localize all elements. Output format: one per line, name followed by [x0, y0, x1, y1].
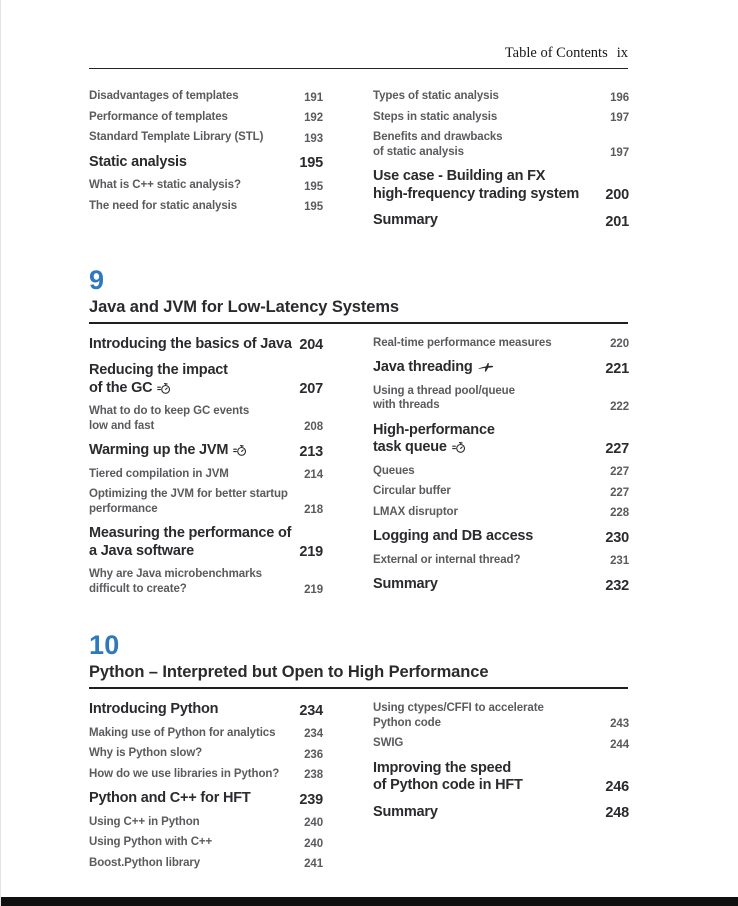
toc-entry — [89, 110, 323, 125]
toc-entry-title — [373, 130, 604, 159]
toc-columns — [89, 701, 628, 876]
entry-title-text: task queue — [373, 439, 447, 455]
entry-title-line — [89, 746, 298, 761]
entry-title-text: with threads — [373, 399, 440, 411]
toc-entry-title — [89, 130, 298, 145]
toc-entry — [373, 130, 629, 159]
entry-title-line — [373, 398, 604, 413]
toc-entry-page: 196 — [610, 91, 629, 104]
toc-entry — [89, 790, 323, 808]
toc-entry-page: 221 — [605, 360, 629, 377]
toc-entry — [373, 422, 629, 457]
toc-entry-title — [373, 804, 599, 822]
entry-title-line — [89, 726, 298, 741]
toc-entry-page: 231 — [610, 555, 629, 567]
toc-entry-title — [89, 442, 293, 460]
toc-entry-title — [373, 701, 604, 730]
entry-title-line — [89, 419, 298, 434]
entry-title-line — [89, 767, 298, 782]
entry-title-text: Types of static analysis — [373, 90, 499, 102]
entry-title-line — [89, 89, 298, 104]
toc-entry — [373, 701, 629, 730]
toc-entry-title — [373, 484, 604, 499]
entry-title-line — [89, 404, 298, 419]
entry-title-text: performance — [89, 502, 158, 515]
toc-entry-title — [373, 553, 604, 568]
entry-title-line — [89, 362, 293, 380]
toc-entry — [89, 89, 323, 104]
toc-entry — [89, 487, 323, 516]
toc-entry-title — [373, 359, 599, 377]
toc-entry-title — [89, 815, 298, 830]
toc-entry-page: 227 — [605, 440, 629, 457]
toc-entry-page: 228 — [610, 507, 629, 519]
entry-title-text: Optimizing the JVM for better startup — [89, 488, 288, 500]
chapter-rule — [89, 687, 628, 689]
toc-entry-page: 222 — [610, 400, 629, 413]
toc-entry-page: 195 — [304, 201, 323, 213]
entry-title-line — [373, 528, 599, 546]
toc-entry — [89, 835, 323, 850]
toc-entry-page: 230 — [605, 529, 629, 546]
entry-title-text: Summary — [373, 212, 438, 228]
entry-title-line — [373, 777, 599, 795]
toc-entry-page: 200 — [605, 187, 629, 203]
toc-entry-title — [373, 422, 599, 457]
entry-title-text: Warming up the JVM — [89, 442, 229, 458]
toc-entry-page: 208 — [304, 421, 323, 433]
toc-entry-page: 227 — [610, 486, 629, 499]
entry-title-text: Making use of Python for analytics — [89, 726, 276, 739]
entry-title-line — [373, 422, 599, 440]
entry-title-line — [89, 701, 293, 719]
chapter-number: 9 — [89, 264, 105, 295]
entry-title-line — [89, 567, 298, 582]
entry-title-line — [89, 130, 298, 145]
toc-entry-page: 192 — [304, 112, 323, 124]
entry-title-line — [373, 145, 604, 160]
toc-entry-title — [89, 336, 293, 354]
entry-title-text: Steps in static analysis — [373, 110, 498, 123]
entry-title-text: difficult to create? — [89, 582, 187, 595]
toc-entry-page: 195 — [304, 180, 323, 193]
toc-entry — [373, 528, 629, 546]
entry-title-line — [373, 736, 604, 751]
entry-title-text: Reducing the impact — [89, 362, 228, 378]
toc-entry — [373, 384, 629, 413]
entry-title-line — [89, 502, 298, 517]
toc-entry-title — [373, 110, 604, 125]
entry-title-line — [373, 804, 599, 822]
toc-entry — [89, 442, 323, 460]
toc-entry — [89, 726, 323, 741]
entry-title-text: Using ctypes/CFFI to accelerate — [373, 702, 544, 714]
toc-entry-title — [373, 168, 599, 203]
entry-title-text: high-frequency trading system — [373, 185, 580, 202]
stopwatch-icon — [452, 441, 466, 454]
toc-entry-page: 195 — [299, 155, 323, 171]
toc-entry-page: 201 — [605, 213, 629, 230]
entry-title-line — [89, 487, 298, 502]
entry-title-text: What to do to keep GC events — [89, 405, 250, 417]
toc-entry-title — [89, 726, 298, 741]
entry-title-text: Python and C++ for HFT — [89, 790, 251, 806]
entry-title-text: a Java software — [89, 542, 195, 559]
entry-title-text: What is C++ static analysis? — [89, 179, 241, 191]
entry-title-text: The need for static analysis — [89, 199, 238, 212]
toc-entry — [373, 553, 629, 568]
toc-entry-page: 213 — [299, 443, 323, 460]
entry-title-text: Performance of templates — [89, 110, 228, 123]
toc-entry-page: 207 — [299, 381, 323, 397]
toc-entry — [373, 484, 629, 499]
toc-entry-page: 243 — [610, 718, 629, 730]
entry-title-line — [89, 815, 298, 830]
toc-section — [89, 265, 628, 603]
entry-title-line — [89, 543, 293, 561]
toc-entry-page: 244 — [610, 738, 629, 751]
entry-title-text: High-performance — [373, 421, 495, 438]
toc-entry — [89, 336, 323, 354]
toc-section — [89, 89, 628, 237]
entry-title-line — [373, 484, 604, 499]
chapter-rule — [89, 322, 628, 324]
toc-entry — [89, 567, 323, 596]
toc-entry-page: 239 — [299, 791, 323, 808]
entry-title-line — [89, 380, 293, 398]
toc-entry-page: 241 — [304, 858, 323, 870]
toc-column-right — [373, 336, 629, 601]
toc-entry-page: 248 — [605, 805, 629, 821]
entry-title-text: How do we use libraries in Python? — [89, 767, 280, 780]
entry-title-line — [89, 178, 298, 193]
toc-entry-title — [89, 89, 298, 104]
toc-column-left — [89, 701, 323, 876]
entry-title-line — [373, 464, 604, 479]
toc-entry-page: 238 — [304, 769, 323, 781]
toc-entry-title — [89, 701, 293, 719]
stopwatch-icon — [157, 382, 171, 395]
toc-entry-title — [373, 212, 599, 230]
toc-entry — [373, 505, 629, 520]
entry-title-line — [89, 856, 298, 871]
page-header — [1, 0, 738, 62]
toc-entry-title — [373, 336, 604, 351]
entry-title-text: Circular buffer — [373, 485, 451, 497]
toc-columns — [89, 89, 628, 237]
entry-title-line — [89, 525, 293, 543]
entry-title-line — [373, 716, 604, 731]
toc-entry — [373, 110, 629, 125]
entry-title-text: Standard Template Library (STL) — [89, 131, 264, 143]
toc-content — [1, 69, 738, 876]
toc-columns — [89, 336, 628, 603]
toc-entry-title — [89, 746, 298, 761]
entry-title-text: Using C++ in Python — [89, 815, 200, 828]
entry-title-line — [373, 130, 604, 145]
bottom-bar — [1, 897, 738, 906]
entry-title-text: Why is Python slow? — [89, 747, 203, 759]
toc-entry-title — [373, 528, 599, 546]
entry-title-text: Real-time performance measures — [373, 336, 552, 349]
toc-entry-title — [373, 760, 599, 795]
entry-title-text: Summary — [373, 803, 438, 820]
entry-title-line — [373, 359, 599, 377]
toc-entry-title — [89, 835, 298, 850]
entry-title-text: Why are Java microbenchmarks — [89, 568, 262, 580]
toc-entry-page: 191 — [304, 91, 323, 104]
toc-entry — [89, 467, 323, 482]
toc-entry-page: 227 — [610, 466, 629, 478]
entry-title-text: LMAX disruptor — [373, 505, 458, 518]
entry-title-line — [89, 336, 293, 354]
entry-title-text: of static analysis — [373, 145, 464, 158]
toc-entry — [89, 130, 323, 145]
entry-title-line — [89, 154, 293, 172]
entry-title-line — [89, 790, 293, 808]
entry-title-line — [89, 442, 293, 460]
toc-entry-page: 214 — [304, 469, 323, 481]
toc-entry-title — [373, 505, 604, 520]
toc-entry-page: 236 — [304, 748, 323, 761]
toc-entry-title — [89, 178, 298, 193]
toc-entry-page: 197 — [610, 147, 629, 159]
chapter-title: Java and JVM for Low-Latency Systems — [89, 297, 400, 316]
entry-title-text: Measuring the performance of — [89, 525, 292, 541]
running-head-title: Table of Contents — [504, 45, 608, 61]
toc-column-right — [373, 701, 629, 828]
toc-entry — [373, 760, 629, 795]
chapter-title: Python – Interpreted but Open to High Performance — [89, 663, 489, 681]
toc-entry-title — [89, 154, 293, 172]
entry-title-line — [373, 760, 599, 778]
toc-entry-page: 234 — [299, 702, 323, 719]
entry-title-text: Java threading — [373, 359, 473, 375]
toc-entry-page: 218 — [304, 504, 323, 516]
entry-title-line — [89, 835, 298, 850]
chapter-number: 10 — [89, 630, 120, 660]
toc-entry-title — [89, 767, 298, 782]
entry-title-line — [373, 168, 599, 186]
entry-title-line — [373, 89, 604, 104]
toc-column-left — [89, 89, 323, 219]
toc-entry — [373, 464, 629, 479]
entry-title-line — [89, 582, 298, 597]
entry-title-text: Disadvantages of templates — [89, 90, 239, 102]
toc-entry — [89, 767, 323, 782]
toc-entry-title — [89, 856, 298, 871]
toc-entry-title — [373, 89, 604, 104]
entry-title-line — [373, 110, 604, 125]
entry-title-text: Introducing Python — [89, 701, 219, 717]
entry-title-text: External or internal thread? — [373, 553, 521, 566]
entry-title-text: of Python code in HFT — [373, 777, 523, 793]
toc-entry-page: 234 — [304, 728, 323, 740]
entry-title-text: Queues — [373, 464, 415, 477]
toc-column-left — [89, 336, 323, 603]
toc-entry-title — [89, 567, 298, 596]
entry-title-line — [373, 186, 599, 204]
entry-title-text: of the GC — [89, 379, 153, 396]
toc-entry — [89, 404, 323, 433]
toc-entry-page: 197 — [610, 112, 629, 124]
entry-title-text: Improving the speed — [373, 759, 511, 776]
toc-entry-page: 240 — [304, 817, 323, 829]
toc-entry — [89, 154, 323, 172]
toc-entry-title — [373, 464, 604, 479]
entry-title-text: Summary — [373, 576, 438, 592]
entry-title-line — [373, 384, 604, 399]
toc-entry-page: 204 — [299, 337, 323, 353]
entry-title-text: Using Python with C++ — [89, 836, 213, 848]
toc-entry-title — [89, 404, 298, 433]
entry-title-text: Static analysis — [89, 153, 187, 170]
toc-entry — [89, 701, 323, 719]
toc-entry — [89, 178, 323, 193]
entry-title-text: Python code — [373, 716, 441, 729]
entry-title-text: Boost.Python library — [89, 856, 201, 869]
toc-entry — [89, 525, 323, 560]
toc-entry — [89, 199, 323, 214]
toc-section — [89, 630, 628, 876]
toc-column-right — [373, 89, 629, 237]
toc-entry-title — [89, 110, 298, 125]
toc-entry — [89, 362, 323, 397]
toc-entry-title — [89, 362, 293, 397]
entry-title-line — [89, 467, 298, 482]
entry-title-text: Logging and DB access — [373, 528, 534, 544]
stopwatch-icon — [233, 444, 247, 457]
entry-title-line — [373, 701, 604, 716]
toc-entry — [373, 89, 629, 104]
toc-entry-title — [89, 467, 298, 482]
toc-entry-title — [373, 384, 604, 413]
toc-entry-title — [89, 199, 298, 214]
toc-entry — [373, 804, 629, 822]
toc-entry-page: 219 — [299, 544, 323, 560]
toc-entry-page: 220 — [610, 338, 629, 350]
entry-title-text: SWIG — [373, 737, 404, 749]
entry-title-line — [373, 336, 604, 351]
toc-entry — [89, 746, 323, 761]
toc-entry — [373, 736, 629, 751]
entry-title-line — [89, 110, 298, 125]
entry-title-line — [373, 576, 599, 594]
entry-title-line — [89, 199, 298, 214]
entry-title-line — [373, 212, 599, 230]
toc-entry-title — [373, 576, 599, 594]
toc-entry — [373, 168, 629, 203]
toc-entry — [373, 359, 629, 377]
page-number-label: ix — [616, 45, 628, 61]
toc-entry-page: 232 — [605, 577, 629, 594]
toc-entry-page: 240 — [304, 837, 323, 850]
toc-entry-title — [89, 790, 293, 808]
entry-title-text: Benefits and drawbacks — [373, 131, 503, 143]
toc-entry-title — [373, 736, 604, 751]
entry-title-text: Introducing the basics of Java — [89, 335, 292, 352]
toc-entry-page: 246 — [605, 778, 629, 795]
toc-entry — [373, 212, 629, 230]
entry-title-line — [373, 553, 604, 568]
entry-title-text: Use case - Building an FX — [373, 168, 546, 184]
entry-title-line — [373, 439, 599, 457]
toc-entry — [373, 576, 629, 594]
entry-title-line — [373, 505, 604, 520]
toc-entry — [89, 815, 323, 830]
toc-entry-page: 219 — [304, 584, 323, 596]
toc-entry-title — [89, 525, 293, 560]
entry-title-text: low and fast — [89, 419, 155, 432]
toc-entry-page: 193 — [304, 132, 323, 145]
jet-icon — [478, 361, 494, 374]
toc-entry-title — [89, 487, 298, 516]
entry-title-text: Using a thread pool/queue — [373, 384, 515, 397]
entry-title-text: Tiered compilation in JVM — [89, 467, 229, 480]
toc-entry — [373, 336, 629, 351]
toc-entry — [89, 856, 323, 871]
